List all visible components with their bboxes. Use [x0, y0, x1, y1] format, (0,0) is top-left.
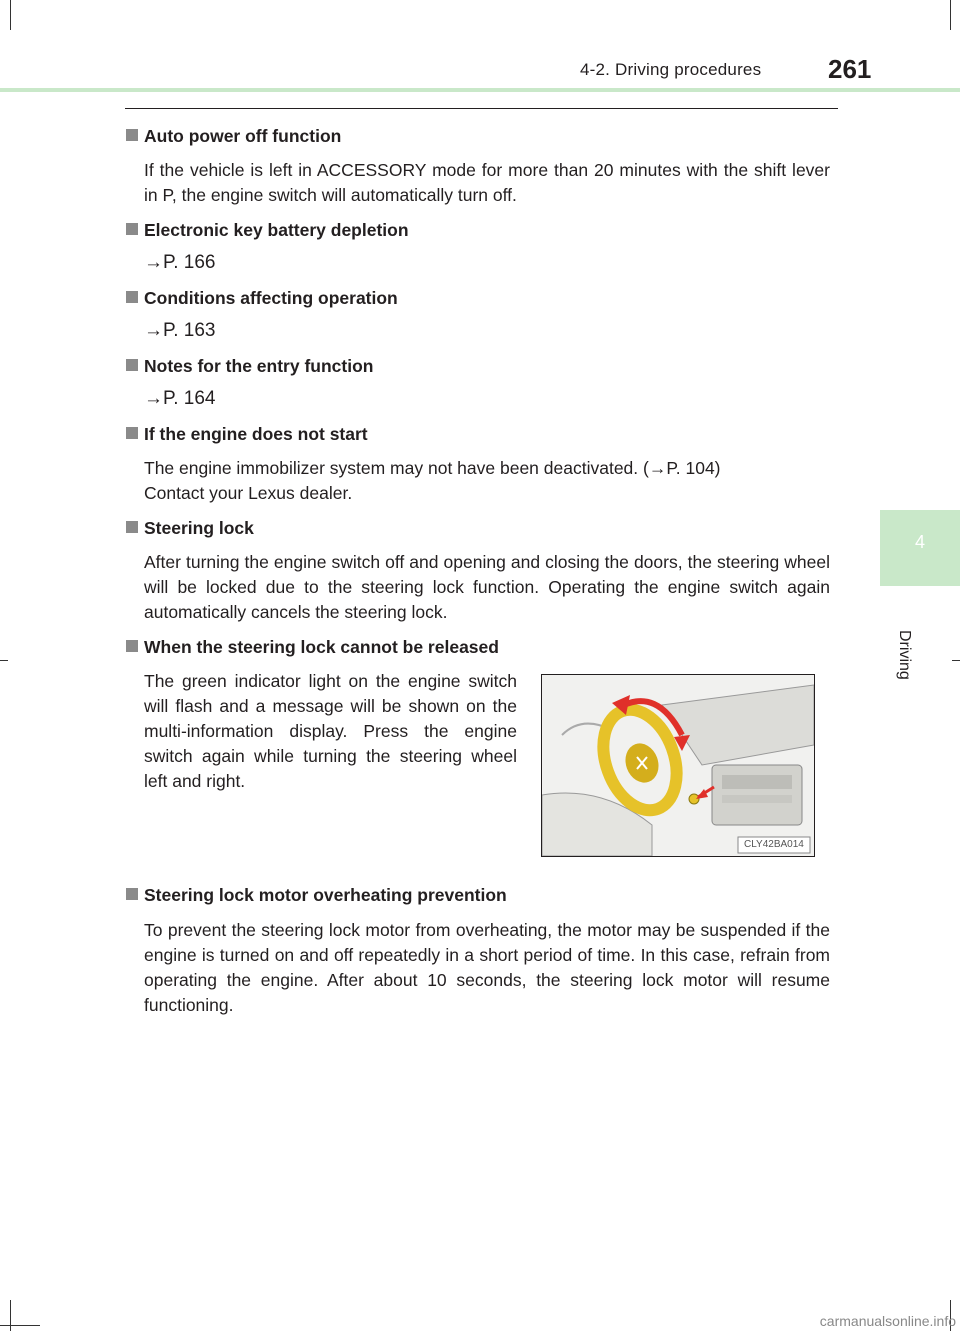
heading-engine-not-start: If the engine does not start	[126, 424, 368, 445]
bullet-square-icon	[126, 888, 138, 900]
text-steering-lock: After turning the engine switch off and opening and closing the doors, the steering wheel will be locked due to the steering lock function. Operating the engine switch again automatically cancels the steering lock.	[144, 552, 830, 622]
chapter-number: 4	[914, 532, 925, 552]
text-lock-not-released: The green indicator light on the engine switch will flash and a message will be shown on the multi-information display. Press the engine switch again while turning the steering wheel left and right.	[144, 671, 517, 791]
heading-auto-power-off: Auto power off function	[126, 126, 341, 147]
watermark: carmanualsonline.info	[819, 1313, 956, 1329]
bullet-square-icon	[126, 640, 138, 652]
heading-entry-notes: Notes for the entry function	[126, 356, 373, 377]
page-link-163[interactable]: →P. 163	[144, 320, 216, 341]
bullet-square-icon	[126, 427, 138, 439]
figure-code: CLY42BA014	[744, 839, 804, 850]
text-engine-not-start-1: The engine immobilizer system may not have been deactivated. (→P. 104)	[144, 458, 721, 478]
crop-mark	[10, 1300, 11, 1331]
text-auto-power-off: If the vehicle is left in ACCESSORY mode for more than 20 minutes with the shift lever in P, the engine switch will automatically turn off.	[144, 160, 830, 205]
page-link-166[interactable]: →P. 166	[144, 252, 216, 273]
crop-mark	[950, 0, 951, 30]
crop-mark	[10, 0, 11, 30]
page-link-164[interactable]: →P. 164	[144, 388, 216, 409]
chapter-tab[interactable]	[880, 510, 960, 586]
page-number: 261	[828, 54, 872, 84]
heading-conditions: Conditions affecting operation	[126, 288, 398, 309]
heading-steering-lock: Steering lock	[126, 518, 254, 539]
text-motor-overheat: To prevent the steering lock motor from overheating, the motor may be suspended if the engine is turned on and off repeatedly in a short period of time. In this case, refrain from operating the engine. After about 10 seconds, the steering lock motor will resume functioning.	[144, 920, 830, 1015]
crop-mark	[0, 1325, 40, 1326]
steering-wheel-illustration	[542, 675, 814, 856]
bullet-square-icon	[126, 521, 138, 533]
text-engine-not-start-2: Contact your Lexus dealer.	[144, 483, 353, 503]
crop-mark	[0, 660, 8, 661]
bullet-square-icon	[126, 359, 138, 371]
bullet-square-icon	[126, 223, 138, 235]
section-title: 4-2. Driving procedures	[580, 60, 762, 79]
steering-illustration	[541, 674, 815, 857]
header-band	[0, 88, 960, 92]
heading-motor-overheat: Steering lock motor overheating prevention	[126, 885, 507, 906]
bullet-square-icon	[126, 291, 138, 303]
chapter-label: Driving	[896, 630, 913, 680]
heading-lock-not-released: When the steering lock cannot be released	[126, 637, 499, 658]
header-rule	[125, 108, 838, 109]
crop-mark	[952, 660, 960, 661]
heading-key-battery: Electronic key battery depletion	[126, 220, 409, 241]
bullet-square-icon	[126, 129, 138, 141]
